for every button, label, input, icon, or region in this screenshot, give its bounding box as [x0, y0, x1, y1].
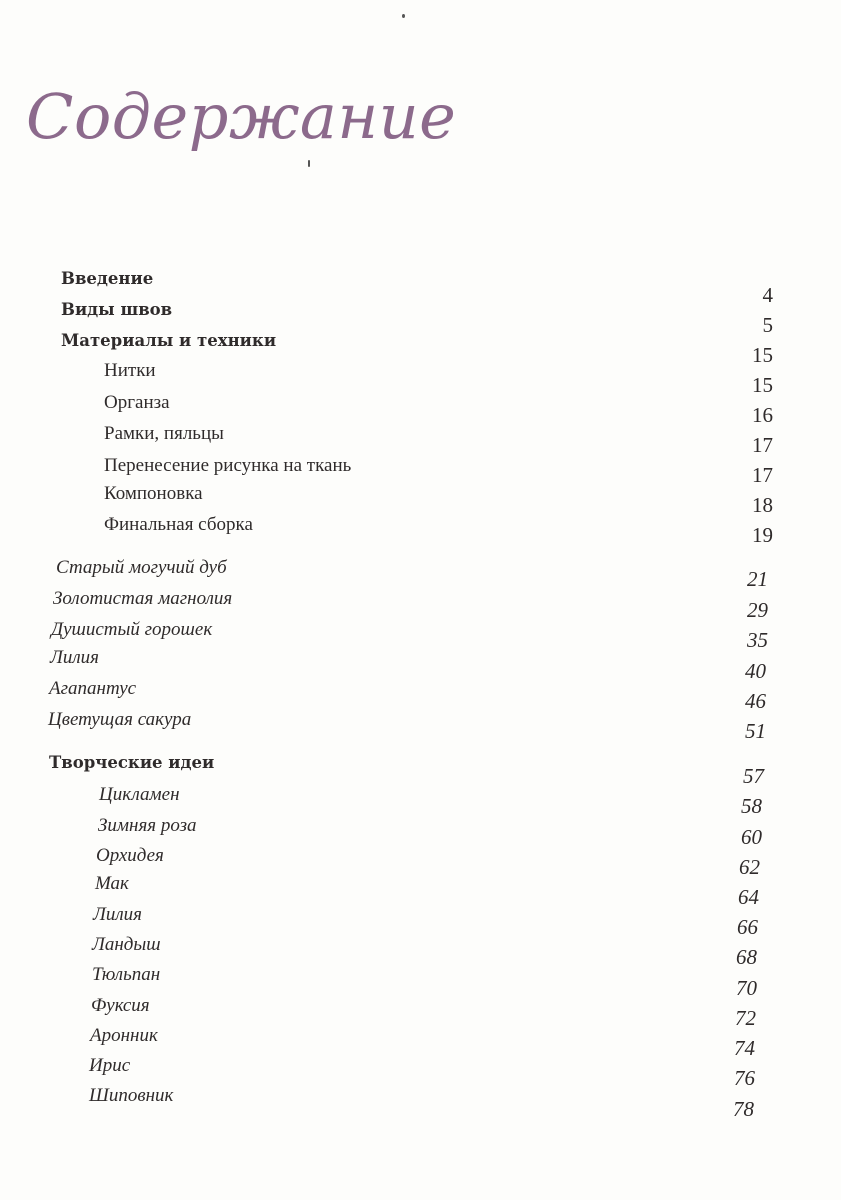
toc-entry-label[interactable]: Золотистая магнолия	[53, 588, 233, 609]
toc-entry-label[interactable]: Мак	[95, 873, 129, 894]
toc-entry-label[interactable]: Аронник	[90, 1025, 158, 1046]
toc-page-number: 19	[752, 523, 773, 547]
toc-page-number: 29	[747, 598, 768, 622]
toc-page-number: 5	[762, 313, 773, 337]
print-speck	[402, 14, 405, 18]
toc-entry-label[interactable]: Нитки	[104, 360, 156, 381]
toc-entry-label[interactable]: Орхидея	[96, 845, 164, 866]
toc-page-number: 15	[752, 373, 773, 397]
toc-entry-label[interactable]: Компоновка	[104, 483, 203, 504]
toc-entry-label[interactable]: Органза	[104, 392, 170, 413]
toc-entry-label[interactable]: Перенесение рисунка на ткань	[104, 455, 352, 476]
toc-page-number: 76	[734, 1066, 755, 1090]
toc-page-number: 66	[737, 915, 758, 939]
print-speck	[308, 160, 310, 167]
toc-entry-label[interactable]: Цикламен	[99, 784, 180, 805]
toc-page-number: 16	[752, 403, 773, 427]
toc-entry-label[interactable]: Виды швов	[61, 300, 173, 319]
toc-page-number: 4	[762, 283, 773, 307]
toc-page-number: 78	[733, 1097, 754, 1121]
toc-entry-label[interactable]: Агапантус	[49, 678, 137, 699]
toc-page-number: 17	[752, 463, 773, 487]
toc-page-number: 60	[741, 825, 762, 849]
toc-page-number: 74	[734, 1036, 755, 1060]
toc-page-number: 57	[743, 764, 764, 788]
toc-entry-label[interactable]: Творческие идеи	[49, 753, 215, 772]
toc-page-number: 58	[741, 794, 762, 818]
toc-entry-label[interactable]: Финальная сборка	[104, 514, 253, 535]
toc-entry-label[interactable]: Душистый горошек	[51, 619, 213, 640]
toc-page-number: 17	[752, 433, 773, 457]
toc-page-number: 35	[747, 628, 768, 652]
toc-page-number: 70	[736, 976, 757, 1000]
toc-entry-label[interactable]: Цветущая сакура	[48, 709, 192, 730]
toc-entry-label[interactable]: Лилия	[50, 647, 99, 668]
toc-page-number: 62	[739, 855, 760, 879]
toc-entry-label[interactable]: Шиповник	[89, 1085, 174, 1106]
toc-entry-label[interactable]: Лилия	[93, 904, 142, 925]
toc-entry-label[interactable]: Тюльпан	[92, 964, 161, 985]
toc-page-number: 64	[738, 885, 759, 909]
toc-entry-label[interactable]: Фуксия	[91, 995, 150, 1016]
toc-entry-label[interactable]: Рамки, пяльцы	[104, 423, 224, 444]
toc-page-number: 21	[747, 567, 768, 591]
toc-entry-label[interactable]: Материалы и техники	[61, 331, 277, 350]
toc-entry-label[interactable]: Введение	[61, 269, 154, 288]
toc-entry-label[interactable]: Старый могучий дуб	[56, 557, 227, 578]
toc-page-number: 51	[745, 719, 766, 743]
page-title: Содержание	[26, 80, 457, 153]
toc-page-number: 40	[745, 659, 766, 683]
toc-entry-label[interactable]: Ирис	[89, 1055, 131, 1076]
toc-page-number: 68	[736, 945, 757, 969]
toc-entry-label[interactable]: Зимняя роза	[98, 815, 197, 836]
toc-page-number: 72	[735, 1006, 756, 1030]
toc-page-number: 18	[752, 493, 773, 517]
toc-page-number: 15	[752, 343, 773, 367]
toc-page-number: 46	[745, 689, 766, 713]
toc-entry-label[interactable]: Ландыш	[92, 934, 161, 955]
